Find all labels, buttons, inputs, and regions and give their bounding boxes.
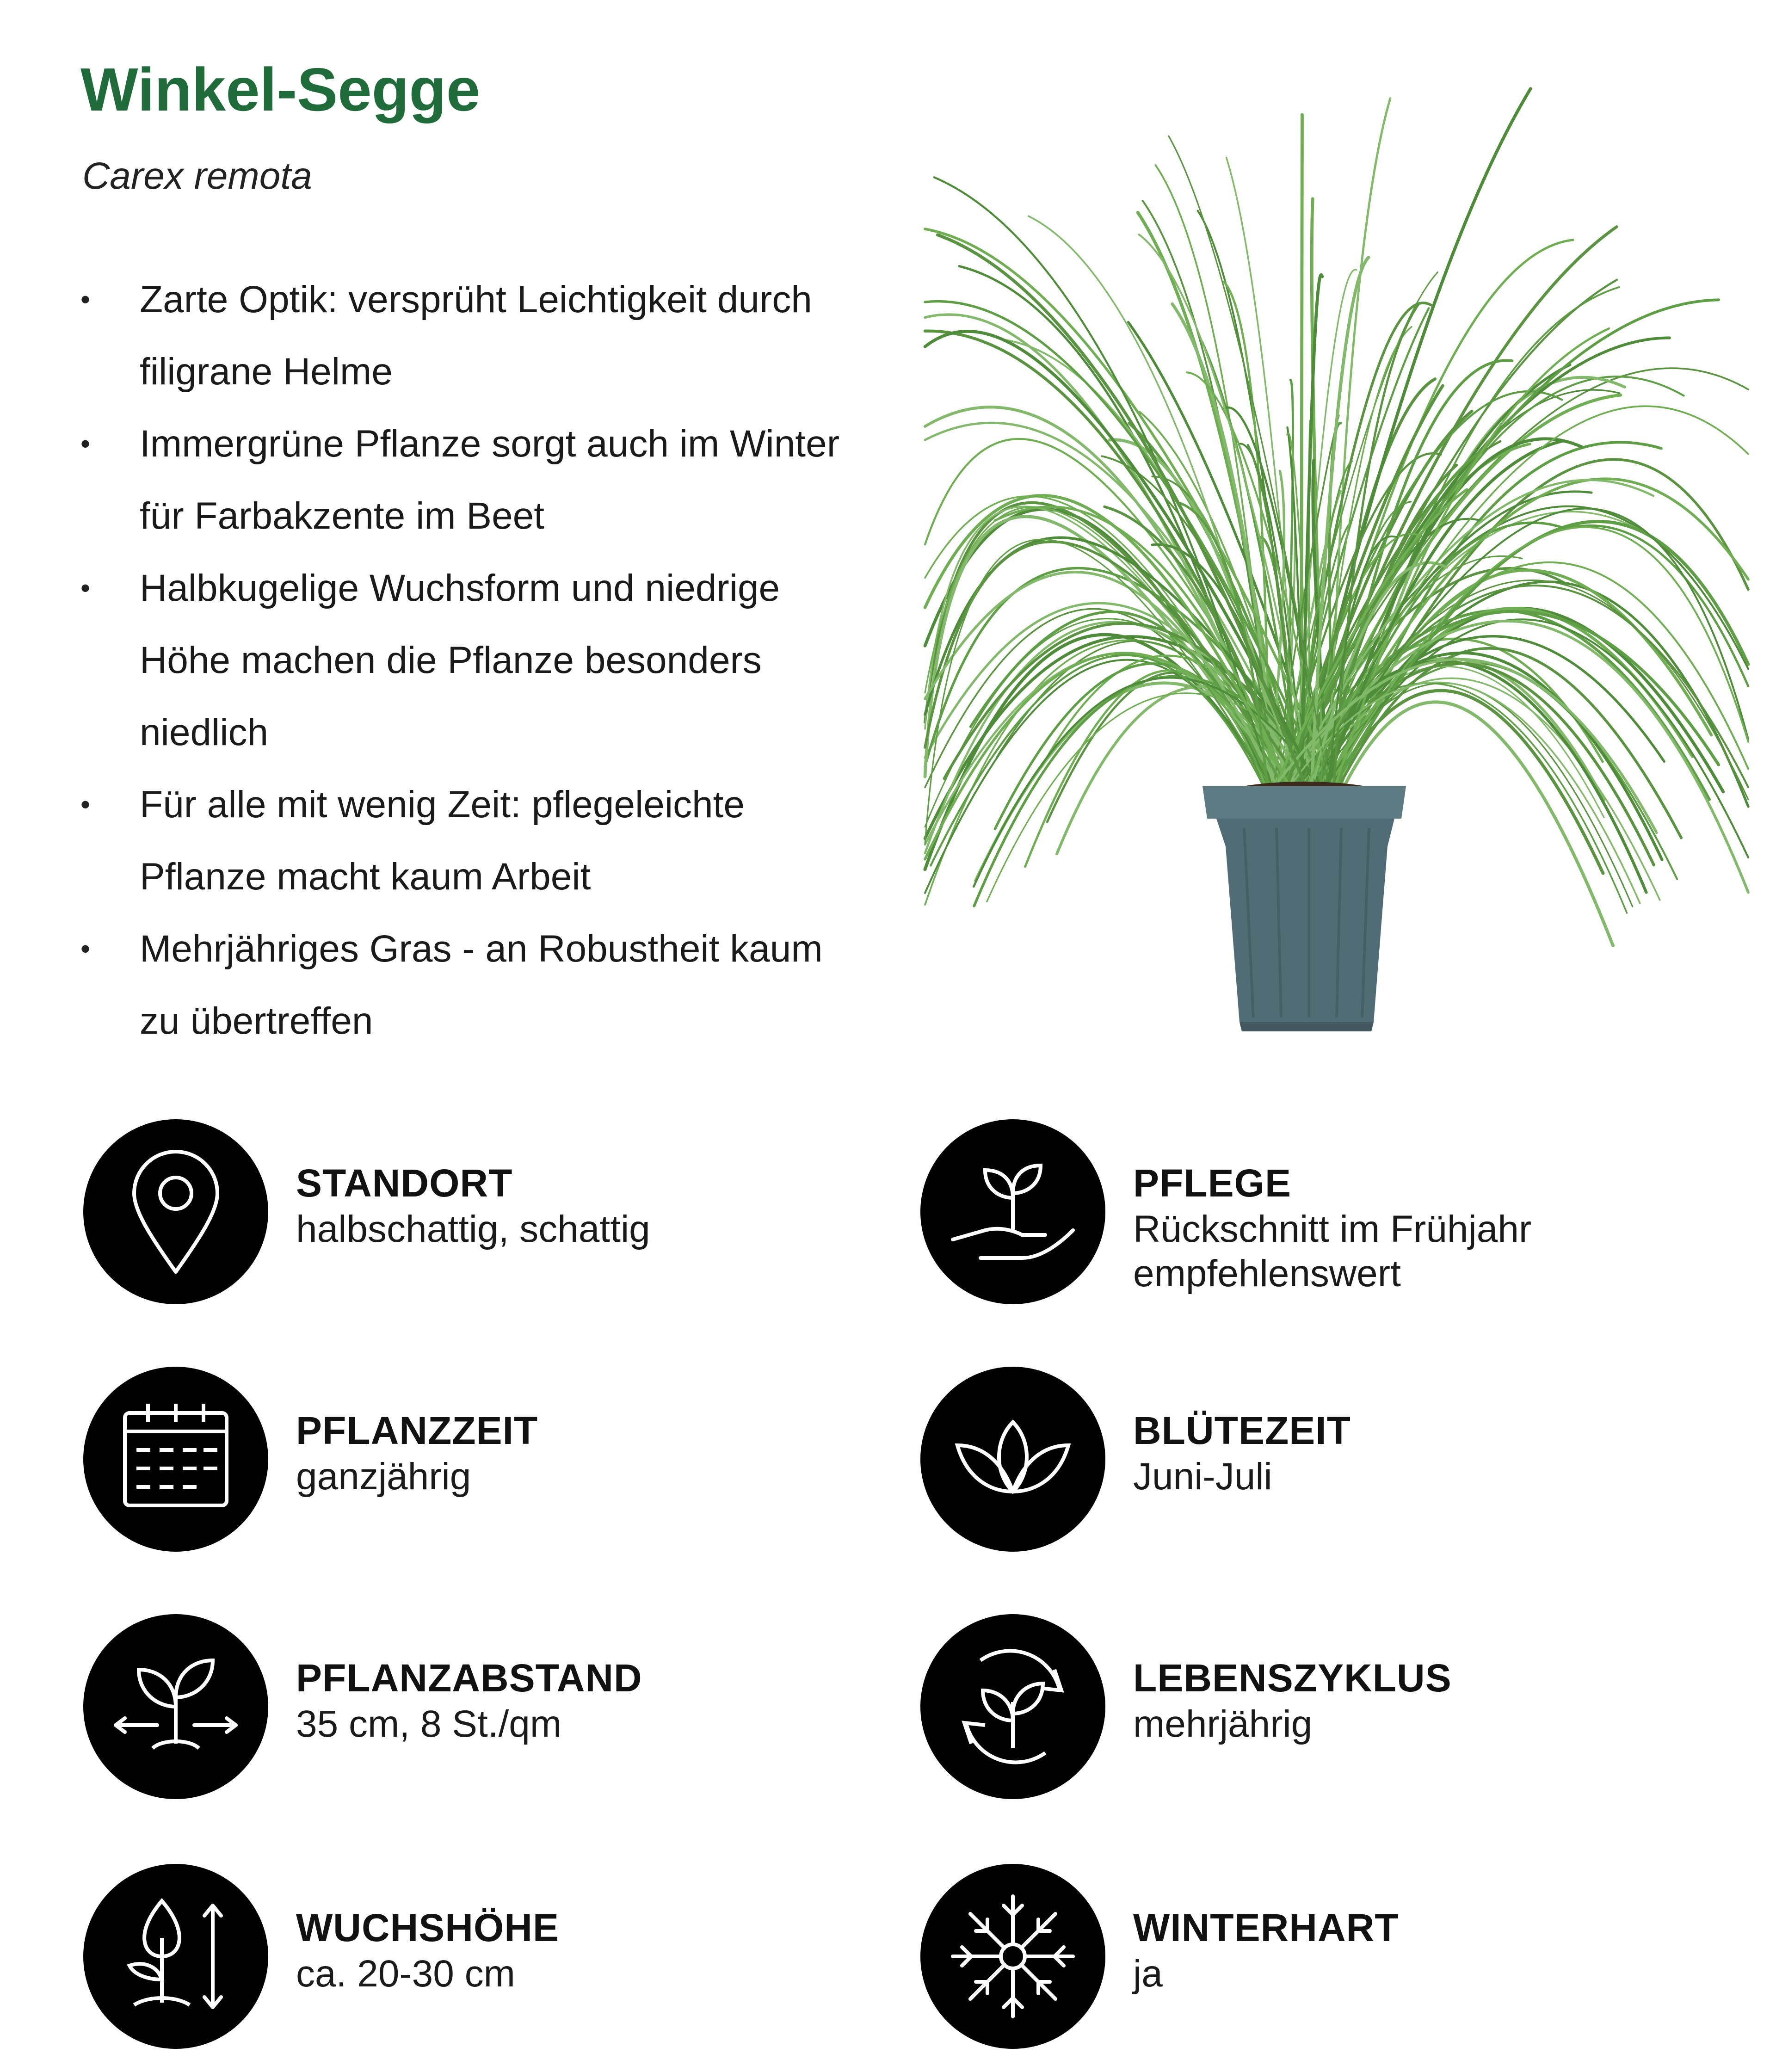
attribute-label: PFLEGE <box>1133 1161 1292 1205</box>
attribute-lebenszyklus <box>920 1614 1707 1799</box>
hand-with-seedling-icon <box>920 1119 1105 1304</box>
plant-image <box>920 60 1753 1031</box>
attribute-pflanzzeit <box>83 1367 870 1552</box>
grass-blade <box>925 407 1287 796</box>
product-title: Winkel-Segge <box>80 56 481 123</box>
feature-list <box>80 264 867 1057</box>
attribute-value: ca. 20-30 cm <box>296 1953 515 1995</box>
attribute-winterhart <box>920 1864 1707 2049</box>
seedling-spacing-icon <box>83 1614 268 1799</box>
attribute-value: mehrjährig <box>1133 1703 1313 1745</box>
attribute-bluetezeit <box>920 1367 1707 1552</box>
attribute-value: ganzjährig <box>296 1455 471 1498</box>
attribute-pflege <box>920 1119 1707 1304</box>
attribute-value: Rückschnitt im Frühjahr empfehlenswert <box>1133 1208 1532 1295</box>
feature-item: • Halbkugelige Wuchsform und niedrige Höhe machen die Pflanze besonders niedlich <box>80 552 867 769</box>
cycle-seedling-icon <box>920 1614 1105 1799</box>
attribute-label: WINTERHART <box>1133 1906 1399 1949</box>
location-pin-icon <box>83 1119 268 1304</box>
attribute-value: halbschattig, schattig <box>296 1208 650 1250</box>
attribute-value: 35 cm, 8 St./qm <box>296 1703 562 1745</box>
attribute-label: STANDORT <box>296 1161 513 1205</box>
attribute-pflanzabstand <box>83 1614 870 1799</box>
feature-item: • Immergrüne Pflanze sorgt auch im Winter für Farbakzente im Beet <box>80 408 867 552</box>
plant-height-icon <box>83 1864 268 2049</box>
attribute-label: PFLANZABSTAND <box>296 1656 642 1700</box>
attribute-label: BLÜTEZEIT <box>1133 1409 1351 1452</box>
feature-item: • Zarte Optik: versprüht Leichtigkeit durch filigrane Helme <box>80 264 867 408</box>
attribute-value: Juni-Juli <box>1133 1455 1272 1498</box>
attribute-standort <box>83 1119 870 1304</box>
attribute-wuchshoehe <box>83 1864 870 2049</box>
attribute-value: ja <box>1133 1953 1163 1995</box>
feature-item: • Für alle mit wenig Zeit: pflegeleichte Pflanze macht kaum Arbeit <box>80 769 867 913</box>
attribute-label: PFLANZZEIT <box>296 1409 538 1452</box>
feature-item: • Mehrjähriges Gras - an Robustheit kaum zu übertreffen <box>80 913 867 1057</box>
lotus-flower-icon <box>920 1367 1105 1552</box>
calendar-icon <box>83 1367 268 1552</box>
snowflake-icon <box>920 1864 1105 2049</box>
attribute-label: WUCHSHÖHE <box>296 1906 559 1949</box>
latin-name: Carex remota <box>82 155 312 197</box>
attribute-label: LEBENSZYKLUS <box>1133 1656 1452 1700</box>
